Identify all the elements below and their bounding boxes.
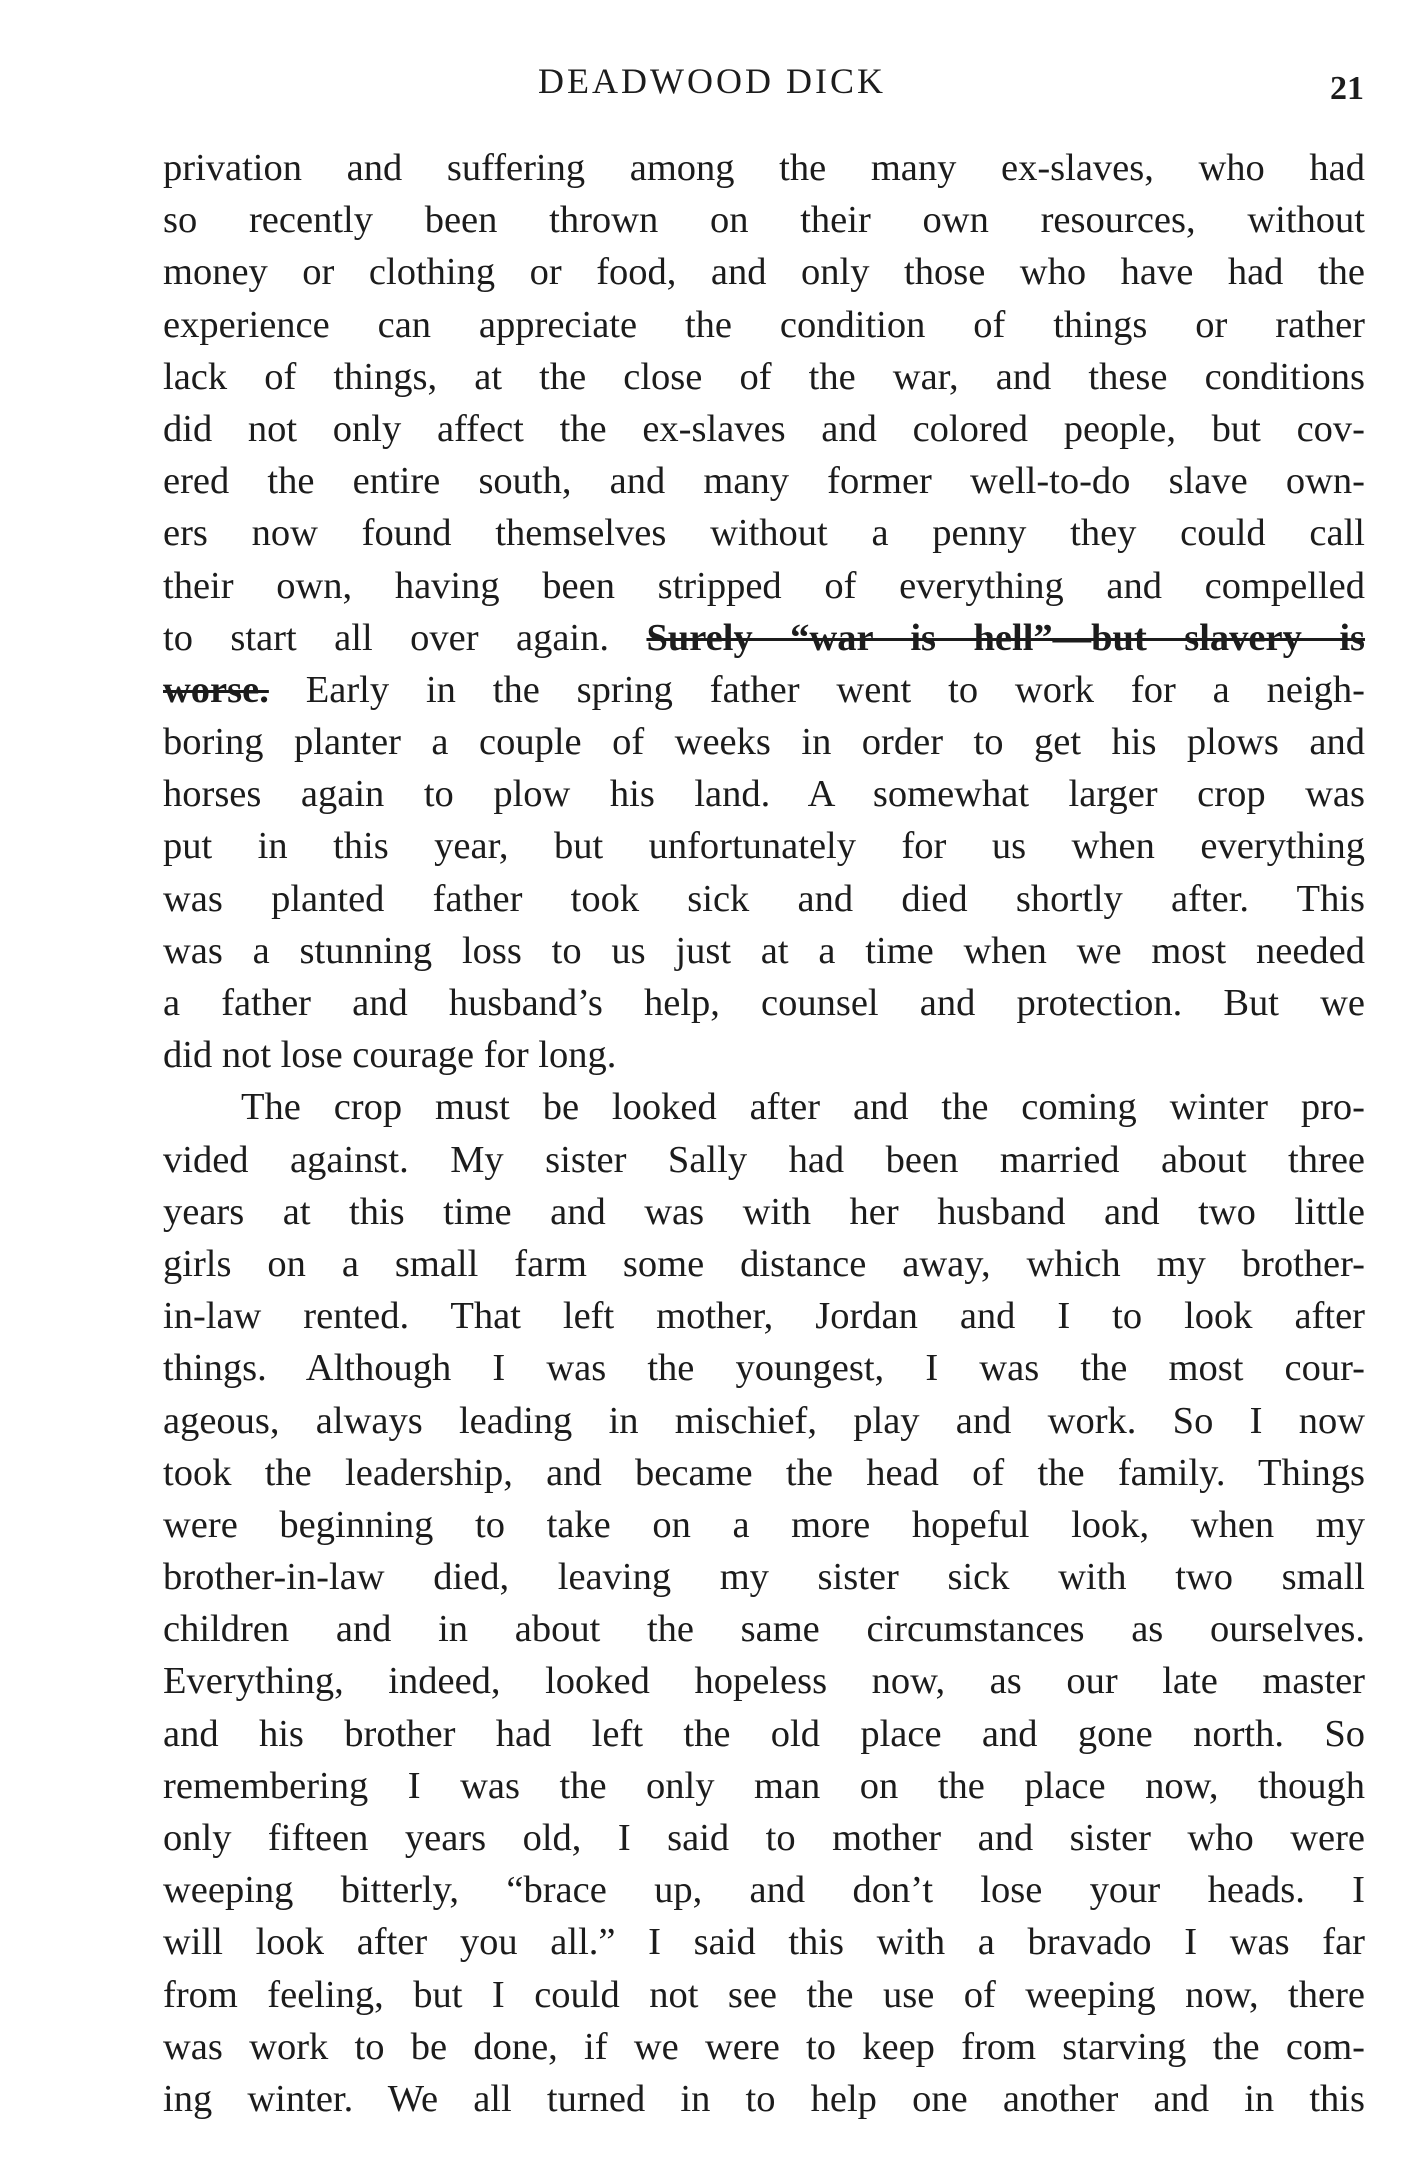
text-line: were beginning to take on a more hopeful look, when my <box>163 1503 1365 1546</box>
text-segment: to start all over again. <box>163 616 609 659</box>
text-line-with-strikethrough <box>163 612 1365 664</box>
text-line: did not lose courage for long. <box>163 1034 617 1077</box>
text-line: Everything, indeed, looked hopeless now, as our late master <box>163 1660 1365 1703</box>
text-line: was work to be done, if we were to keep from starving the com- <box>163 2025 1365 2068</box>
text-line: and his brother had left the old place and gone north. So <box>163 1712 1365 1755</box>
text-line: in-law rented. That left mother, Jordan and I to look after <box>163 1295 1365 1338</box>
paragraph-2 <box>163 1081 1365 2125</box>
struck-out-text: Surely “war is hell”—but slavery is <box>646 616 1366 659</box>
text-line: privation and suffering among the many ex-slaves, who had <box>163 147 1365 189</box>
text-line: experience can appreciate the condition of things or rather <box>163 303 1365 346</box>
text-line: ered the entire south, and many former well-to-do slave own- <box>163 460 1365 503</box>
body-text <box>163 142 1365 2125</box>
text-line: ers now found themselves without a penny they could call <box>163 512 1365 555</box>
text-line: ageous, always leading in mischief, play and work. So I now <box>163 1399 1365 1442</box>
text-line: will look after you all.” I said this with a bravado I was far <box>163 1921 1365 1964</box>
struck-out-text: worse. <box>163 668 269 711</box>
paragraph-1 <box>163 142 1365 1081</box>
page-header <box>0 56 1424 106</box>
text-line: boring planter a couple of weeks in order to get his plows and <box>163 721 1365 764</box>
text-line: was planted father took sick and died shortly after. This <box>163 877 1365 920</box>
text-line: did not only affect the ex-slaves and colored people, but cov- <box>163 407 1365 450</box>
running-head: DEADWOOD DICK <box>538 61 886 101</box>
text-line: weeping bitterly, “brace up, and don’t lose your heads. I <box>163 1869 1365 1912</box>
text-line: The crop must be looked after and the coming winter pro- <box>241 1086 1365 1129</box>
text-line: so recently been thrown on their own resources, without <box>163 199 1365 242</box>
text-line: money or clothing or food, and only those who have had the <box>163 251 1365 294</box>
text-line: was a stunning loss to us just at a time when we most needed <box>163 929 1365 972</box>
text-line: a father and husband’s help, counsel and protection. But we <box>163 982 1365 1024</box>
text-line: their own, having been stripped of everything and compelled <box>163 564 1365 607</box>
text-line: children and in about the same circumstances as ourselves. <box>163 1608 1365 1651</box>
text-line: ing winter. We all turned in to help one another and in this <box>163 2077 1365 2120</box>
text-line: from feeling, but I could not see the use of weeping now, there <box>163 1973 1365 2016</box>
text-line: girls on a small farm some distance away, which my brother- <box>163 1242 1365 1285</box>
text-line: vided against. My sister Sally had been married about three <box>163 1138 1365 1181</box>
text-line: put in this year, but unfortunately for us when everything <box>163 825 1365 868</box>
text-line-with-strikethrough <box>163 664 1365 716</box>
text-line: things. Although I was the youngest, I was the most cour- <box>163 1347 1365 1390</box>
text-line: years at this time and was with her husband and two little <box>163 1190 1365 1233</box>
text-line: horses again to plow his land. A somewhat larger crop was <box>163 773 1365 816</box>
text-line: only fifteen years old, I said to mother and sister who were <box>163 1817 1365 1859</box>
text-line: brother-in-law died, leaving my sister sick with two small <box>163 1556 1365 1599</box>
text-line: took the leadership, and became the head of the family. Things <box>163 1451 1365 1494</box>
text-line: remembering I was the only man on the place now, though <box>163 1764 1365 1807</box>
page-number: 21 <box>1330 70 1364 107</box>
text-segment: Early in the spring father went to work for a neigh- <box>305 668 1365 711</box>
text-line: lack of things, at the close of the war, and these conditions <box>163 355 1365 398</box>
